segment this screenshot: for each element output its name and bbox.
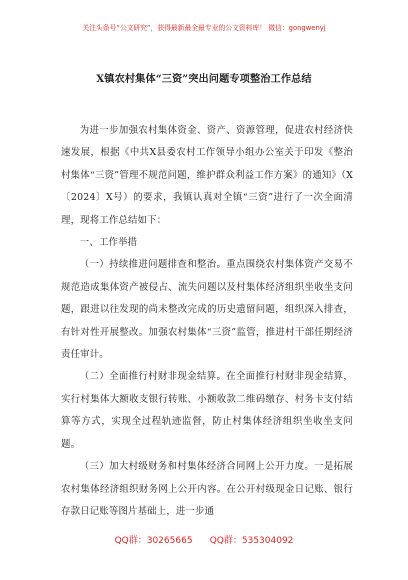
document-body [61,120,353,523]
body-paragraph: （二）全面推行村财非现金结算。在全面推行村财非现金结算，实行村集体大额收支银行转账、小额收款二维码缴存、村务卡支付结算等方式，实现全过程轨迹监督，防止村集体经济组织坐收坐支问题。 [61,371,353,450]
document-title: X镇农村集体“三资”突出问题专项整治工作总结 [96,73,312,85]
top-banner: 关注头条号“公文研究”，获得最新最全最专业的公文资料库！ 微信：gongwenyj [82,24,326,32]
section-heading: 一、工作举措 [79,237,138,249]
bottom-banner: QQ群：30265665 QQ群：535304092 [114,536,294,546]
body-paragraph: （一）持续推进问题排查和整治。重点围绕农村集体资产交易不规范造成集体资产被侵占、流失问题以及村集体经济组织坐收坐支问题，跟进以往发现的尚未整改完成的历史遗留问题，组织深入排查，有针对性开展整改。加强农村集体“三资”监管，推进村干部任期经济责任审计。 [61,259,353,361]
intro-paragraph: 为进一步加强农村集体资金、资产、资源管理，促进农村经济快速发展，根据《中共X县委农村工作领导小组办公室关于印发《整治村集体“三资”管理不规范问题，维护群众利益工作方案》的通知》（X〔2024〕X号）的要求，我镇认真对全镇“三资”进行了一次全面清理，现将工作总结如下： [61,125,353,226]
body-paragraph: （三）加大村级财务和村集体经济合同网上公开力度。一是拓展农村集体经济组织财务网上公开内容。在公开村级现金日记账、银行存款日记账等图片基础上，进一步通 [61,461,353,517]
